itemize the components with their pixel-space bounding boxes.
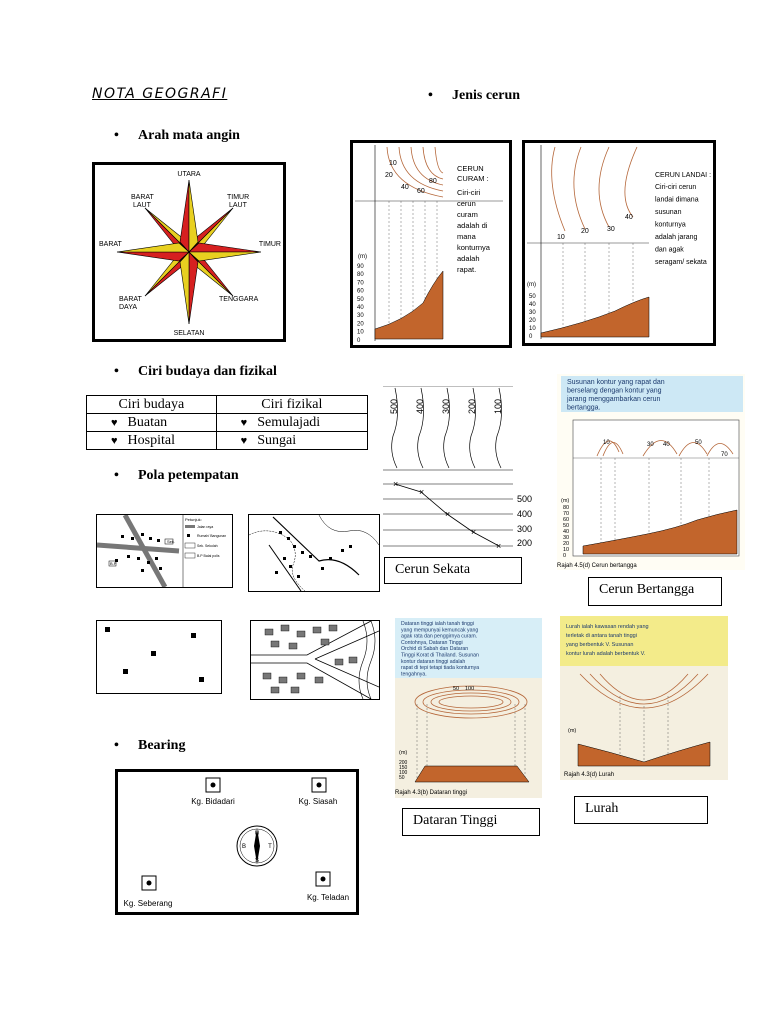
curam-desc-line: adalah di: [457, 221, 488, 230]
cerun-curam-figure: [350, 140, 512, 348]
table-header-fizikal: Ciri fizikal: [216, 396, 367, 414]
landai-desc-line: seragam/ sekata: [655, 259, 707, 266]
bearing-figure: [115, 769, 359, 915]
curam-ytick: 30: [357, 313, 364, 320]
label-kg-seberang: Kg. Seberang: [123, 899, 173, 908]
compass-icon: [237, 826, 277, 866]
cerun-sekata-figure: [383, 386, 543, 552]
dataran-ytick: 100: [399, 770, 408, 776]
landai-unit: (m): [527, 282, 536, 288]
dir-t: T: [268, 844, 272, 850]
bertangga-banner-line: bertangga.: [567, 404, 601, 412]
bertangga-contour-30: 30: [647, 442, 654, 448]
bertangga-rajah: Rajah 4.5(d) Cerun bertangga: [557, 563, 637, 569]
bearing-diagram: [118, 772, 356, 912]
sekata-contour-300: 300: [441, 398, 451, 414]
curam-ytick: 0: [357, 337, 361, 344]
svg-text:×: ×: [419, 487, 425, 497]
label-barat-daya-1: BARAT: [119, 296, 142, 303]
svg-text:×: ×: [471, 527, 477, 537]
place-marker-seberang: [142, 876, 156, 890]
ciri-table: [86, 395, 368, 450]
label-barat-laut-1: BARAT: [131, 194, 154, 201]
curam-ytick: 50: [357, 296, 364, 303]
svg-text:×: ×: [393, 479, 399, 489]
bertangga-ytick: 50: [563, 523, 570, 529]
dir-b: B: [241, 844, 247, 850]
sekata-contour-200: 200: [467, 398, 477, 414]
svg-text:×: ×: [496, 541, 502, 551]
bertangga-ytick: 10: [563, 547, 570, 553]
landai-contour-40: 40: [625, 214, 633, 221]
landai-ytick: 40: [529, 302, 536, 308]
curam-profile: [375, 271, 443, 339]
dataran-contour-100: 100: [465, 686, 475, 692]
svg-text:×: ×: [445, 509, 451, 519]
label-kg-bidadari: Kg. Bidadari: [191, 797, 235, 806]
dataran-text-line: yang mempunyai kemuncak yang: [401, 627, 479, 634]
dataran-text-line: Tinggi Korat di Thailand. Susunan: [401, 652, 479, 659]
label-timur-laut-1: TIMUR: [227, 194, 250, 201]
pola-sungai-map: [248, 514, 380, 592]
dataran-text-line: rapat di tepi tetapi tiada konturnya: [401, 665, 480, 672]
curam-ytick: 40: [357, 305, 364, 311]
caption-cerun-sekata: Cerun Sekata: [384, 557, 522, 584]
road: [97, 545, 179, 551]
curam-desc-line: curam: [457, 210, 478, 219]
sekata-contour-400: 400: [415, 398, 425, 414]
pola-berkelompok-map: [250, 620, 380, 700]
landai-desc-line: Ciri-ciri cerun: [655, 184, 697, 191]
map-label-bp: B.P: [110, 561, 117, 566]
place-marker-bidadari: [206, 778, 220, 792]
legend-sekolah: Sek. Sekolah: [197, 544, 218, 548]
lurah-unit: (m): [568, 728, 577, 734]
bertangga-ytick: 40: [563, 529, 570, 535]
curam-ytick: 20: [357, 321, 364, 328]
landai-ytick: 30: [529, 310, 536, 316]
dataran-tinggi-figure: [395, 618, 542, 798]
page-title: NOTA GEOGRAFI: [92, 86, 228, 102]
table-header-budaya: Ciri budaya: [87, 396, 217, 414]
landai-contour-30: 30: [607, 226, 615, 233]
lurah-text-line: terletak di antara tanah tinggi: [566, 633, 637, 639]
curam-contour-80: 80: [429, 178, 437, 185]
bertangga-y-axis: [563, 505, 569, 559]
bullet-ciri-budaya: • Ciri budaya dan fizikal: [138, 364, 277, 380]
bertangga-ytick: 20: [563, 541, 570, 547]
bullet-pola-petempatan: • Pola petempatan: [138, 468, 239, 484]
label-timur-laut-2: LAUT: [229, 202, 247, 209]
landai-label: CERUN LANDAI :: [655, 172, 712, 179]
curam-desc-line: adalah: [457, 254, 480, 263]
table-row: [87, 432, 368, 450]
heart-icon: ♥: [111, 434, 118, 447]
bullet-bearing: • Bearing: [138, 738, 185, 754]
dataran-ytick: 150: [399, 765, 408, 771]
landai-desc-line: landai dimana: [655, 196, 699, 204]
curam-label-1: CERUN: [457, 164, 484, 173]
heart-icon: ♥: [240, 434, 248, 447]
label-kg-teladan: Kg. Teladan: [306, 893, 350, 902]
landai-description: [655, 184, 707, 266]
curam-desc-line: cerun: [457, 199, 476, 208]
label-selatan: SELATAN: [173, 330, 205, 337]
dataran-text-line: Dataran tinggi ialah tanah tinggi: [401, 621, 474, 627]
bertangga-contour-10: 10: [603, 440, 610, 446]
legend-title: Petunjuk:: [185, 517, 202, 522]
dataran-text-line: kontur dataran tinggi adalah: [401, 658, 466, 665]
curam-ytick: 80: [357, 272, 364, 279]
bertangga-contour-50: 50: [695, 440, 702, 446]
label-kg-siasah: Kg. Siasah: [298, 797, 338, 806]
landai-desc-line: dan agak: [655, 246, 684, 254]
place-marker-teladan: [316, 872, 330, 886]
cerun-bertangga-figure: [557, 374, 745, 570]
cerun-sekata-diagram: [383, 386, 543, 552]
dataran-ytick: 200: [399, 760, 408, 766]
curam-label-2: CURAM :: [457, 174, 489, 183]
dataran-text-line: Orchid di Sabah dan Dataran: [401, 646, 469, 653]
table-row: [87, 414, 368, 432]
bertangga-contour-40: 40: [663, 442, 670, 448]
bertangga-contour-70: 70: [721, 452, 728, 458]
lurah-text-line: yang berbentuk V. Susunan: [566, 642, 634, 648]
label-tenggara: TENGGARA: [219, 296, 259, 303]
curam-ytick: 70: [357, 280, 364, 287]
cerun-bertangga-diagram: [557, 374, 745, 570]
curam-desc-line: mana: [457, 232, 476, 241]
legend-jalan: Jalan raya: [197, 525, 214, 529]
dataran-tinggi-diagram: [395, 618, 542, 798]
landai-y-axis: [529, 294, 536, 340]
label-timur: TIMUR: [258, 241, 281, 248]
landai-ytick: 50: [529, 294, 536, 300]
map-label-sek: Sek.: [167, 539, 176, 544]
dataran-ytick: 50: [399, 775, 405, 781]
table-cell: Sungai: [257, 432, 297, 448]
dataran-unit: (m): [399, 750, 408, 756]
bertangga-ytick: 70: [563, 511, 570, 517]
dataran-contour-50: 50: [453, 686, 460, 692]
legend-rumah: Rumah/ Bangunan: [197, 534, 227, 538]
compass-rose-figure: [92, 162, 286, 342]
label-barat: BARAT: [99, 241, 122, 248]
bertangga-unit: (m): [561, 498, 570, 504]
sekata-contour-100: 100: [493, 398, 503, 414]
sekata-ytick-500: 500: [517, 494, 533, 504]
legend-balai: B.P Balai polis: [197, 554, 220, 558]
cerun-curam-diagram: [353, 143, 509, 345]
bullet-jenis-cerun: • Jenis cerun: [452, 88, 520, 104]
lurah-figure: [560, 616, 728, 780]
curam-ytick: 90: [357, 264, 364, 270]
caption-dataran-tinggi: Dataran Tinggi: [402, 808, 540, 836]
sekata-ytick-200: 200: [517, 538, 533, 548]
bertangga-ytick: 60: [563, 517, 570, 523]
heart-icon: ♥: [240, 416, 248, 429]
curam-contour-60: 60: [417, 188, 425, 195]
dir-u: U: [254, 831, 260, 837]
label-barat-laut-2: LAUT: [133, 202, 151, 209]
dataran-text-line: agak rata dan penggirnya curam.: [401, 633, 478, 640]
curam-contour-20: 20: [385, 172, 393, 179]
table-cell: Hospital: [127, 432, 175, 448]
cerun-landai-diagram: [525, 143, 713, 343]
landai-ytick: 0: [529, 334, 533, 340]
compass-rose-diagram: [95, 165, 283, 339]
landai-ytick: 10: [529, 326, 536, 332]
bertangga-ytick: 80: [563, 505, 570, 511]
caption-lurah: Lurah: [574, 796, 708, 824]
dataran-profile: [415, 766, 529, 782]
bertangga-banner-line: jarang menggambarkan cerun: [567, 396, 661, 403]
landai-desc-line: konturnya: [655, 221, 686, 229]
curam-y-axis: [357, 264, 364, 344]
lurah-text-line: kontur lurah adalah berbentuk V.: [566, 651, 646, 657]
bullet-arah-mata-angin: • Arah mata angin: [138, 128, 240, 144]
pola-berjajar-map: [96, 514, 233, 588]
landai-desc-line: susunan: [655, 209, 682, 216]
label-barat-daya-2: DAYA: [119, 304, 138, 311]
bertangga-banner-line: berselang dengan kontur yang: [567, 387, 662, 395]
curam-unit: (m): [358, 254, 367, 260]
sekata-contour-500: 500: [389, 398, 399, 414]
sekata-ytick-300: 300: [517, 524, 533, 534]
dataran-text: [401, 621, 479, 677]
bertangga-ytick: 0: [563, 553, 567, 559]
dataran-text-line: Contohnya, Dataran Tinggi: [401, 639, 463, 646]
curam-desc-line: konturnya: [457, 243, 490, 252]
bertangga-ytick: 30: [563, 535, 570, 541]
sekata-ytick-400: 400: [517, 509, 533, 519]
heart-icon: ♥: [111, 416, 118, 429]
landai-contour-10: 10: [557, 234, 565, 241]
lurah-diagram: [560, 616, 728, 780]
curam-desc-line: rapat.: [457, 265, 477, 274]
landai-profile: [541, 297, 649, 337]
curam-desc-line: Ciri-ciri: [457, 188, 481, 197]
table-cell: Buatan: [127, 414, 168, 430]
curam-ytick: 60: [357, 288, 364, 295]
place-marker-siasah: [312, 778, 326, 792]
lurah-rajah: Rajah 4.3(d) Lurah: [564, 772, 615, 778]
dataran-y-axis: [399, 760, 408, 781]
curam-ytick: 10: [357, 329, 364, 336]
dir-s: S: [254, 858, 260, 864]
table-cell: Semulajadi: [257, 414, 321, 430]
landai-contour-20: 20: [581, 228, 589, 235]
curam-contour-40: 40: [401, 184, 409, 191]
label-utara: UTARA: [177, 171, 201, 178]
caption-cerun-bertangga: Cerun Bertangga: [588, 577, 722, 606]
pola-berselerak-map: [96, 620, 222, 694]
bertangga-banner-line: Susunan kontur yang rapat dan: [567, 379, 665, 386]
landai-ytick: 20: [529, 318, 536, 324]
landai-desc-line: adalah jarang: [655, 234, 698, 241]
cerun-landai-figure: [522, 140, 716, 346]
curam-contour-10: 10: [389, 160, 397, 167]
dataran-text-line: tengahnya.: [401, 671, 427, 678]
dataran-rajah: Rajah 4.3(b) Dataran tinggi: [395, 790, 468, 796]
lurah-text-line: Lurah ialah kawasan rendah yang: [566, 624, 649, 630]
